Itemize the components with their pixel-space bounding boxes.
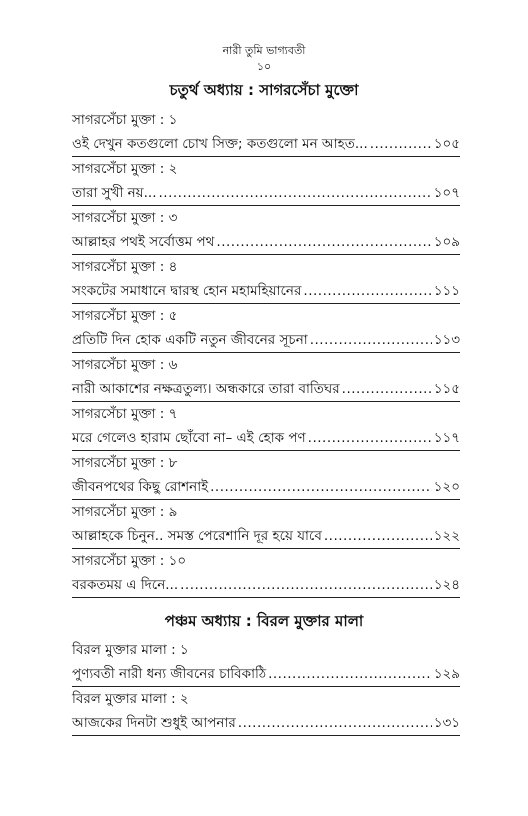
entry-page-number: ১২২ (433, 528, 460, 544)
toc-entry (72, 451, 460, 500)
entry-title: মরে গেলেও হারাম ছোঁবো না– এই হোক পণ (72, 430, 306, 446)
toc-entry (72, 353, 460, 402)
toc-entry (72, 108, 460, 157)
entry-title: আজকের দিনটা শুধুই আপনার (72, 715, 236, 731)
entry-row (72, 573, 460, 597)
entry-title: আল্লাহর পথই সর্বোত্তম পথ (72, 234, 215, 250)
toc-entry (72, 157, 460, 206)
entry-label: সাগরসেঁচা মুক্তা : ৬ (72, 357, 178, 373)
chapter-4-entries (72, 108, 460, 598)
entry-page-number: ১৩১ (433, 715, 460, 731)
entry-label: সাগরসেঁচা মুক্তা : ৭ (72, 406, 178, 422)
toc-entry (72, 549, 460, 598)
toc-entry (72, 304, 460, 353)
entry-page-number: ১১৫ (433, 381, 460, 397)
dot-leader (308, 426, 432, 450)
entry-title: জীবনপথের কিছু রোশনাই (72, 479, 209, 495)
entry-row (72, 230, 460, 254)
entry-page-number: ১২৪ (433, 577, 460, 593)
entry-title: আল্লাহকে চিনুন.. সমস্ত পেরেশানি দূর হয়ে যাবে (72, 528, 322, 544)
entry-row (72, 279, 460, 303)
entry-page-number: ১০৯ (433, 234, 460, 250)
toc-entry (72, 206, 460, 255)
entry-label: সাগরসেঁচা মুক্তা : ১ (72, 112, 178, 128)
entry-divider (72, 597, 460, 598)
entry-page-number: ১১৩ (433, 332, 460, 348)
entry-row (72, 426, 460, 450)
entry-page-number: ১১১ (433, 283, 460, 299)
entry-row (72, 524, 460, 548)
chapter-5-title: পঞ্চম অধ্যায় : বিরল মুক্তার মালা (164, 612, 364, 630)
page-number: ১০ (256, 60, 272, 73)
entry-row (72, 377, 460, 401)
entry-label: সাগরসেঁচা মুক্তা : ৯ (72, 504, 178, 520)
entry-page-number: ১২৯ (433, 666, 460, 682)
chapter-5-entries (72, 638, 460, 736)
entry-label: বিরল মুক্তার মালা : ১ (72, 642, 189, 658)
dot-leader (310, 328, 432, 352)
entry-row (72, 662, 460, 686)
dot-leader (342, 377, 432, 401)
toc-entry (72, 638, 460, 687)
entry-title: ওই দেখুন কতগুলো চোখ সিক্ত; কতগুলো মন আহত... (72, 136, 368, 152)
dot-leader (159, 181, 432, 205)
entry-row (72, 711, 460, 735)
dot-leader (216, 230, 431, 254)
entry-label: সাগরসেঁচা মুক্তা : ৩ (72, 210, 178, 226)
entry-label: সাগরসেঁচা মুক্তা : ৪ (72, 259, 178, 275)
entry-title: পুণ্যবতী নারী ধন্য জীবনের চাবিকাঠি (72, 666, 267, 682)
dot-leader (370, 132, 432, 156)
dot-leader (268, 662, 432, 686)
toc-entry (72, 687, 460, 736)
dot-leader (303, 279, 431, 303)
entry-title: নারী আকাশের নক্ষত্রতুল্য। অন্ধকারে তারা বাতিঘর (72, 381, 340, 397)
dot-leader (210, 475, 432, 499)
chapter-4-title: চতুর্থ অধ্যায় : সাগরসেঁচা মুক্তো (169, 81, 359, 99)
entry-title: বরকতময় এ দিনে... (72, 577, 179, 593)
entry-label: বিরল মুক্তার মালা : ২ (72, 691, 189, 707)
dot-leader (180, 573, 432, 597)
entry-label: সাগরসেঁচা মুক্তা : ৮ (72, 455, 178, 471)
dot-leader (238, 711, 432, 735)
entry-row (72, 475, 460, 499)
entry-page-number: ১০৭ (433, 185, 460, 201)
toc-entry (72, 402, 460, 451)
toc-entry (72, 255, 460, 304)
toc-entry (72, 500, 460, 549)
entry-title: তারা সুখী নয়... (72, 185, 157, 201)
running-head: নারী তুমি ভাগ্যবতী (222, 44, 306, 57)
entry-label: সাগরসেঁচা মুক্তা : ৫ (72, 308, 178, 324)
entry-label: সাগরসেঁচা মুক্তা : ২ (72, 161, 178, 177)
entry-title: প্রতিটি দিন হোক একটি নতুন জীবনের সূচনা (72, 332, 308, 348)
entry-row (72, 132, 460, 156)
dot-leader (324, 524, 432, 548)
entry-label: সাগরসেঁচা মুক্তা : ১০ (72, 553, 187, 569)
entry-page-number: ১১৭ (433, 430, 460, 446)
entry-row (72, 181, 460, 205)
entry-page-number: ১০৫ (433, 136, 460, 152)
entry-row (72, 328, 460, 352)
entry-title: সংকটের সমাধানে দ্বারস্থ হোন মহামহিয়ানের (72, 283, 302, 299)
entry-divider (72, 735, 460, 736)
entry-page-number: ১২০ (433, 479, 460, 495)
